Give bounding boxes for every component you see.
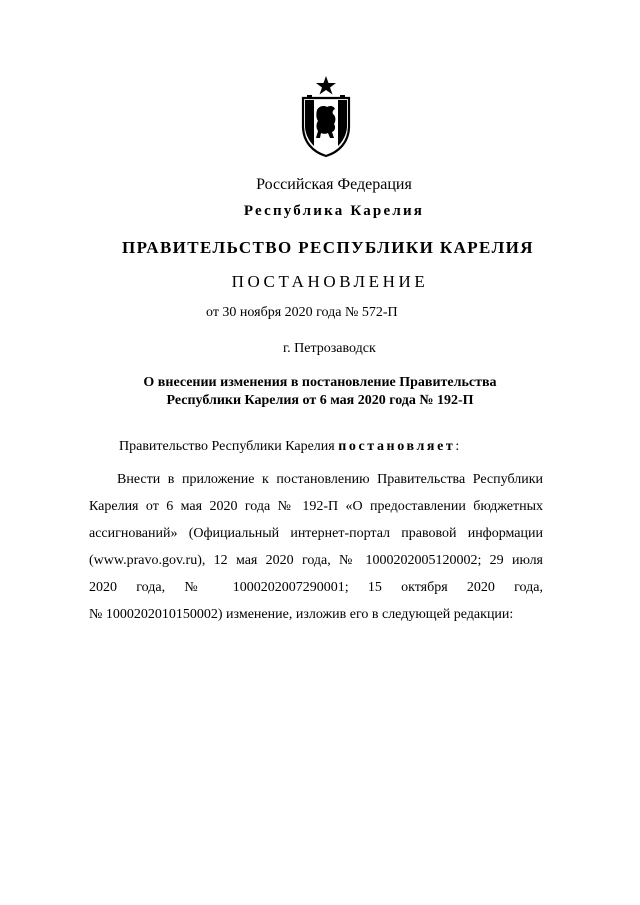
document-title-line: О внесении изменения в постановление Правительства <box>143 375 497 390</box>
country-name: Российская Федерация <box>256 176 412 193</box>
preamble-verb: постановляет <box>338 439 456 454</box>
body-line: (www.pravo.gov.ru), 12 мая 2020 года, № 1000202005120002; 29 июля <box>89 553 543 568</box>
document-type: ПОСТАНОВЛЕНИЕ <box>231 272 429 291</box>
body-line: ассигнований» (Официальный интернет-портал правовой информации <box>89 526 543 541</box>
preamble <box>119 439 459 455</box>
republic-name: Республика Карелия <box>243 203 425 219</box>
body-line: Карелия от 6 мая 2020 года № 192-П «О предоставлении бюджетных <box>89 499 543 514</box>
coat-of-arms-emblem <box>299 74 353 158</box>
government-name: ПРАВИТЕЛЬСТВО РЕСПУБЛИКИ КАРЕЛИЯ <box>122 238 534 257</box>
preamble-colon: : <box>455 439 460 454</box>
document-city: г. Петрозаводск <box>283 341 376 356</box>
body-line: 2020 года, № 1000202007290001; 15 октября 2020 года, <box>89 580 543 595</box>
preamble-subject: Правительство Республики Карелия <box>119 439 339 454</box>
body-line: № 1000202010150002) изменение, изложив его в следующей редакции: <box>89 607 514 622</box>
star-icon <box>316 76 336 95</box>
coat-of-arms-icon <box>299 74 353 158</box>
body-line: Внести в приложение к постановлению Правительства Республики <box>117 472 543 487</box>
document-date-number: от 30 ноября 2020 года № 572-П <box>206 305 398 320</box>
body-paragraph <box>89 466 543 628</box>
document-title-line: Республики Карелия от 6 мая 2020 года № 192-П <box>166 393 474 408</box>
document-title <box>100 374 540 410</box>
